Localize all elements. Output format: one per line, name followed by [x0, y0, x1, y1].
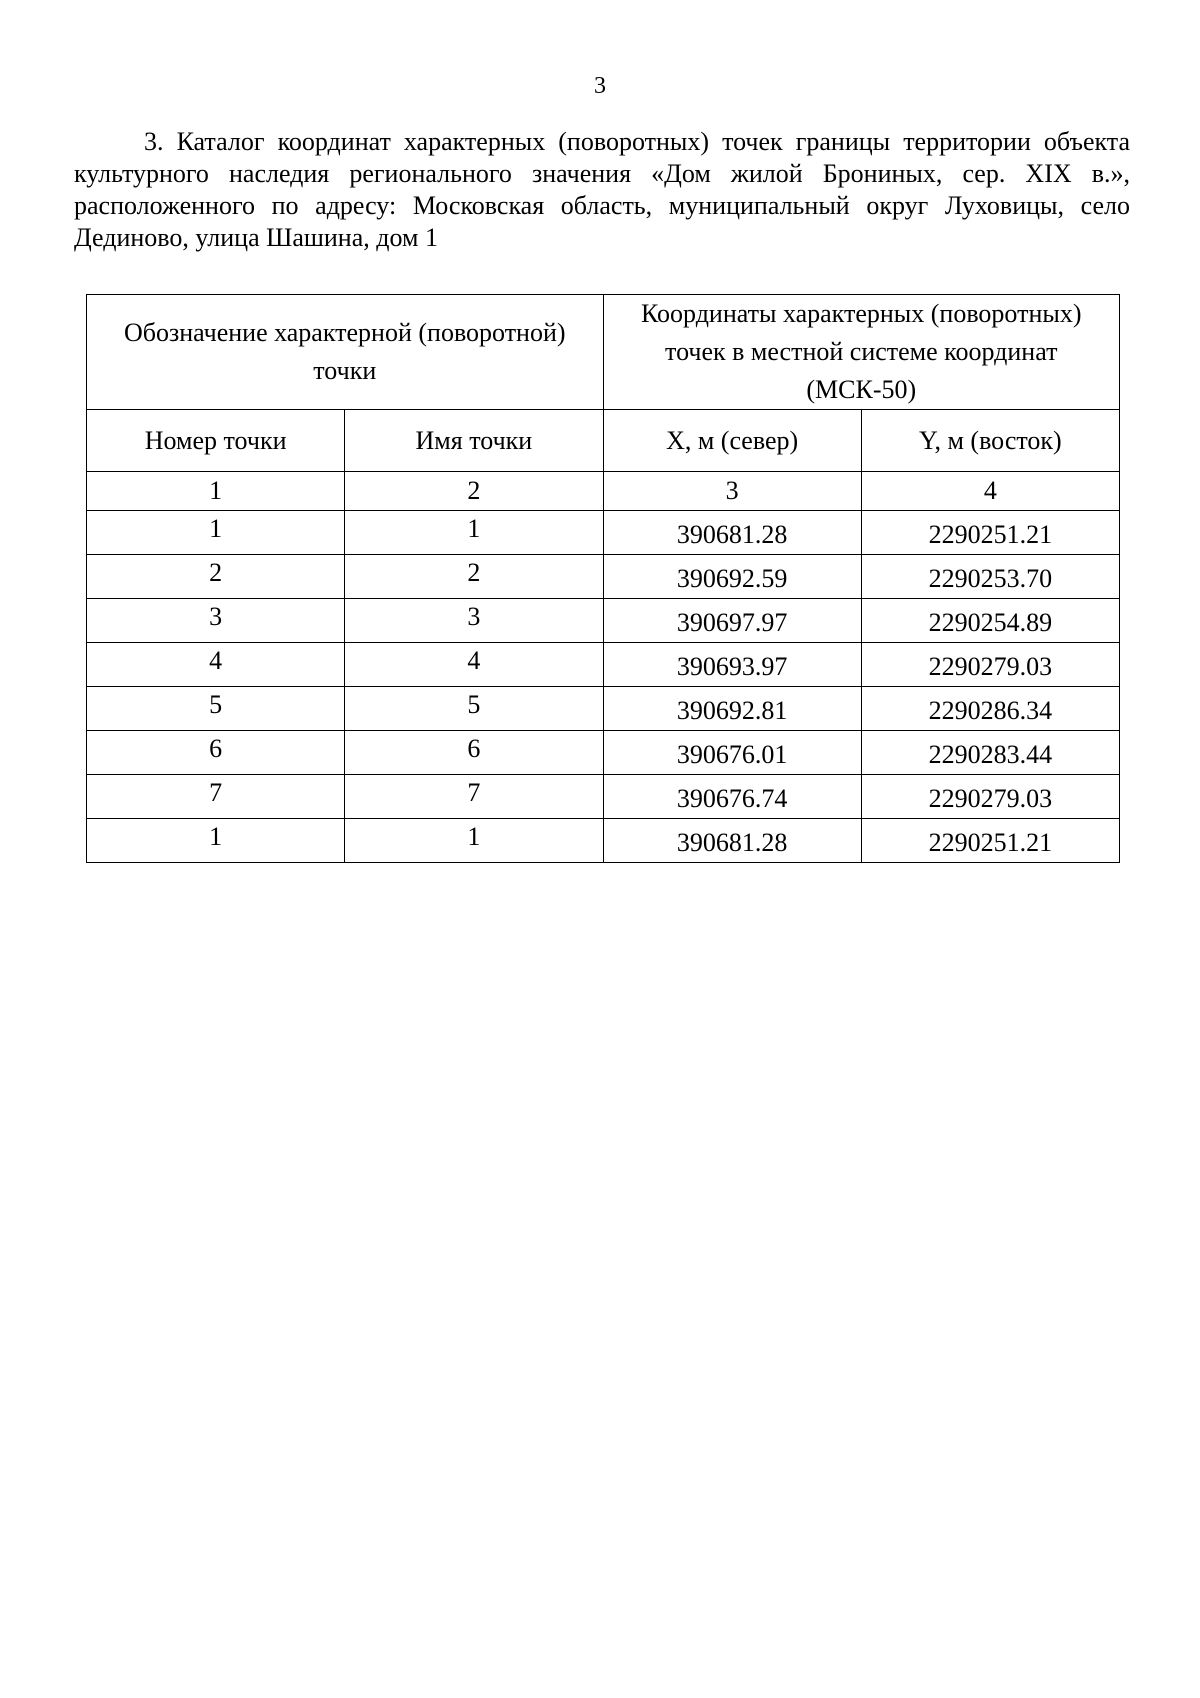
column-header-y: Y, м (восток) [861, 410, 1119, 472]
cell-y: 2290279.03 [861, 643, 1119, 687]
cell-point-number: 4 [87, 643, 345, 687]
cell-x: 390693.97 [603, 643, 861, 687]
cell-point-name: 1 [345, 511, 603, 555]
group-header-row [87, 295, 1120, 410]
column-header-x: X, м (север) [603, 410, 861, 472]
coordinates-table [86, 294, 1120, 863]
column-index: 3 [603, 472, 861, 511]
cell-point-number: 1 [87, 819, 345, 863]
table-row [87, 643, 1120, 687]
cell-y: 2290283.44 [861, 731, 1119, 775]
page-number: 3 [594, 73, 606, 99]
cell-point-number: 5 [87, 687, 345, 731]
column-index: 1 [87, 472, 345, 511]
column-header-row [87, 410, 1120, 472]
column-index: 2 [345, 472, 603, 511]
cell-y: 2290253.70 [861, 555, 1119, 599]
table-row [87, 555, 1120, 599]
column-header-point-name: Имя точки [345, 410, 603, 472]
table-row [87, 687, 1120, 731]
cell-x: 390681.28 [603, 819, 861, 863]
cell-x: 390681.28 [603, 511, 861, 555]
table-row [87, 775, 1120, 819]
table-row [87, 599, 1120, 643]
cell-point-number: 7 [87, 775, 345, 819]
column-index-row [87, 472, 1120, 511]
coordinates-table-body [87, 295, 1120, 863]
column-index: 4 [861, 472, 1119, 511]
cell-point-name: 2 [345, 555, 603, 599]
group-header-coordinates: Координаты характерных (поворотных) точек в местной системе координат (МСК-50) [603, 295, 1120, 410]
cell-point-name: 3 [345, 599, 603, 643]
cell-point-number: 2 [87, 555, 345, 599]
cell-point-number: 1 [87, 511, 345, 555]
cell-point-name: 6 [345, 731, 603, 775]
table-row [87, 511, 1120, 555]
group-header-point-designation: Обозначение характерной (поворотной) точки [87, 295, 604, 410]
section-heading: 3. Каталог координат характерных (поворотных) точек границы территории объекта культурного наследия регионального значения «Дом жилой Брониных, сер. XIX в.», расположенного по адресу: Московская область, муниципальный округ Луховицы, село Дединово, улица Шашина, дом 1 [74, 127, 1130, 252]
cell-y: 2290286.34 [861, 687, 1119, 731]
cell-point-number: 6 [87, 731, 345, 775]
cell-y: 2290251.21 [861, 819, 1119, 863]
cell-point-number: 3 [87, 599, 345, 643]
cell-y: 2290251.21 [861, 511, 1119, 555]
cell-point-name: 1 [345, 819, 603, 863]
cell-x: 390697.97 [603, 599, 861, 643]
table-row [87, 731, 1120, 775]
cell-x: 390692.59 [603, 555, 861, 599]
cell-y: 2290279.03 [861, 775, 1119, 819]
cell-point-name: 7 [345, 775, 603, 819]
table-row [87, 819, 1120, 863]
cell-point-name: 4 [345, 643, 603, 687]
cell-x: 390692.81 [603, 687, 861, 731]
cell-x: 390676.01 [603, 731, 861, 775]
cell-x: 390676.74 [603, 775, 861, 819]
cell-point-name: 5 [345, 687, 603, 731]
cell-y: 2290254.89 [861, 599, 1119, 643]
column-header-point-number: Номер точки [87, 410, 345, 472]
